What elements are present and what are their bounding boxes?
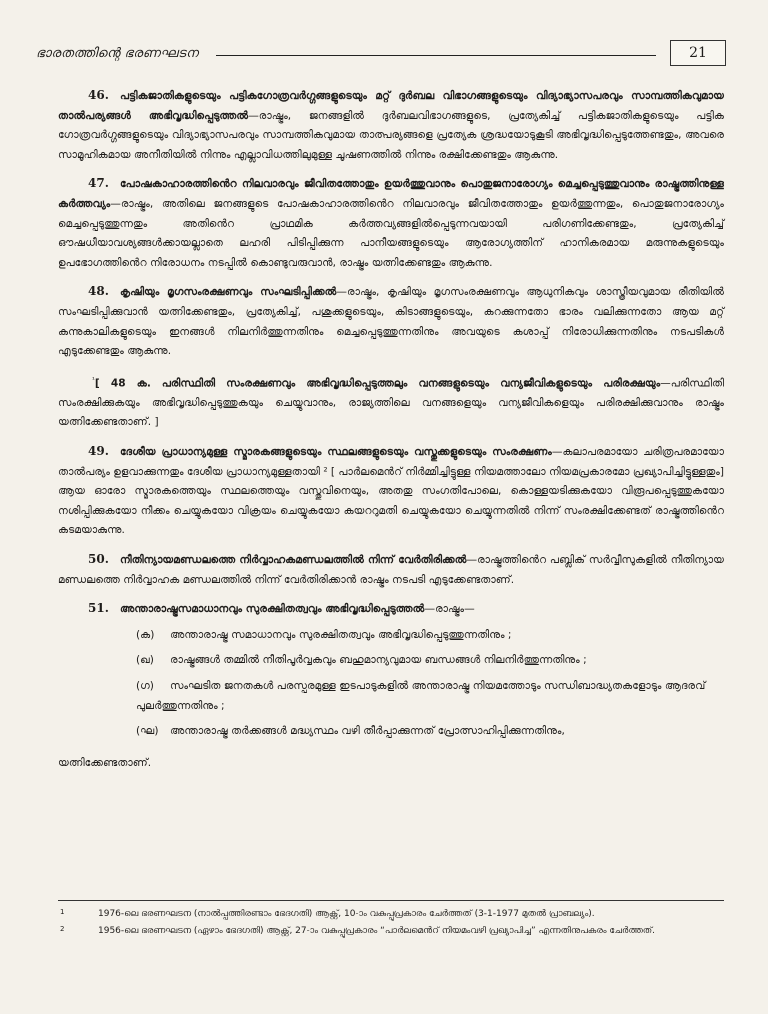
header-rule	[216, 55, 656, 56]
footnotes	[58, 900, 724, 940]
clause-tag: (ഖ)	[136, 654, 154, 667]
article-48a	[58, 371, 724, 433]
clause-text: സംഘടിത ജനതകൾ പരസ്പരമുള്ള ഇടപാടുകളിൽ അന്താരാഷ്ട്ര നിയമത്തോടും സന്ധിബാദ്ധ്യതകളോടും ആദരവ് പുലർത്തുന്നതിനും ;	[136, 679, 706, 712]
article-text: —പരിസ്ഥിതി സംരക്ഷിക്കുകയും അഭിവൃദ്ധിപ്പെടുത്തുകയും ചെയ്യുവാനും, രാജ്യത്തിലെ വനങ്ങളെയും വന്യജീവികളെയും പരിരക്ഷിക്കുവാനും രാഷ്ട്രം യത്നിക്കേണ്ടതാണ്. ]	[58, 377, 724, 429]
article-title: നീതിന്യായമണ്ഡലത്തെ നിർവ്വാഹകമണ്ഡലത്തിൽ നിന്ന് വേർതിരിക്കൽ	[120, 554, 467, 566]
article-50	[58, 550, 724, 590]
footnote-text: 1956-ലെ ഭരണഘടന (ഏഴാം ഭേദഗതി) ആക്റ്റ്, 27-ാം വകുപ്പുപ്രകാരം “പാർലമെൻറ് നിയമംവഴി പ്രഖ്യാപിച്ച” എന്നതിനുപകരം ചേർത്തത്.	[98, 925, 656, 936]
footnote	[58, 924, 724, 939]
article-title: ദേശീയ പ്രാധാന്യമുള്ള സ്മാരകങ്ങളുടെയും സ്ഥലങ്ങളുടെയും വസ്തുക്കളുടെയും സംരക്ഷണം	[120, 446, 552, 459]
article-number: 51.	[88, 601, 109, 616]
article-text: —രാഷ്ട്രം, ജനങ്ങളിൽ ദുർബലവിഭാഗങ്ങളുടെ, പ്രത്യേകിച്ച് പട്ടികജാതികളുടെയും പട്ടിക ഗോത്രവർഗ്ഗങ്ങളുടെയും വിദ്യാഭ്യാസപരവും സാമ്പത്തികവുമായ താത്പര്യങ്ങളെ പ്രത്യേക ശ്രദ്ധയോടുകൂടി അഭിവൃദ്ധിപ്പെടുത്തേണ്ടതും, അവരെ സാമൂഹികമായ അനീതിയിൽ നിന്നും എല്ലാവിധത്തിലുമുള്ള ചൂഷണത്തിൽ നിന്നും രക്ഷിക്കേണ്ടതും ആകുന്നു.	[58, 109, 724, 161]
article-number: 46.	[88, 88, 109, 102]
clause-text: അന്താരാഷ്ട്ര തർക്കങ്ങൾ മദ്ധ്യസ്ഥം വഴി തീർപ്പാക്കുന്നത് പ്രോത്സാഹിപ്പിക്കുന്നതിനും,	[170, 725, 565, 738]
footnote-marker: 2	[60, 924, 65, 933]
clause-ka	[58, 626, 724, 646]
footnote-text: 1976-ലെ ഭരണഘടന (നാൽപ്പത്തിരണ്ടാം ഭേദഗതി) ആക്റ്റ്, 10-ാം വകുപ്പുപ്രകാരം ചേർത്തത് (3-1-1977 മുതൽ പ്രാബല്യം).	[98, 909, 595, 919]
article-48	[58, 282, 724, 361]
article-title: അന്താരാഷ്ട്രസമാധാനവും സുരക്ഷിതത്വവും അഭിവൃദ്ധിപ്പെടുത്തൽ	[120, 603, 425, 616]
article-46	[58, 86, 724, 165]
article-number: [ 48 ക.	[94, 377, 151, 390]
article-number: 48.	[88, 284, 109, 299]
article-text: —രാഷ്ട്രം, അതിലെ ജനങ്ങളുടെ പോഷകാഹാരത്തിൻെറ നിലവാരവും ജീവിതത്തോതും ഉയർത്തുന്നതും, പൊതുജനാരോഗ്യം മെച്ചപ്പെടുത്തുന്നതും അതിൻെറ പ്രാഥമിക കർത്തവ്യങ്ങളിൽപ്പെടുന്നവയായി പരിഗണിക്കേണ്ടതും, പ്രത്യേകിച്ച് ഔഷധീയാവശ്യങ്ങൾക്കായല്ലാതെ ലഹരി പിടിപ്പിക്കുന്ന പാനീയങ്ങളുടെയും ആരോഗ്യത്തിന് ഹാനികരമായ മരുന്നുകളുടെയും ഉപഭോഗത്തിൻെറ നിരോധനം നടപ്പിൽ കൊണ്ടുവരുവാൻ, രാഷ്ട്രം യത്നിക്കേണ്ടതും ആകുന്നു.	[58, 197, 724, 269]
clause-text: അന്താരാഷ്ട്ര സമാധാനവും സുരക്ഷിതത്വവും അഭിവൃദ്ധിപ്പെടുത്തുന്നതിനും ;	[170, 628, 512, 641]
footnote-marker: 1	[60, 908, 65, 916]
article-49	[58, 442, 724, 541]
article-text: —രാഷ്ട്രം—	[424, 603, 475, 616]
article-title: പട്ടികജാതികളുടെയും പട്ടികഗോത്രവർഗ്ഗങ്ങളുടെയും മറ്റ് ദുർബല വിഭാഗങ്ങളുടെയും വിദ്യാഭ്യാസപരവും സാമ്പത്തികവുമായ താൽപര്യങ്ങൾ അഭിവൃദ്ധിപ്പെടുത്തൽ	[58, 90, 724, 122]
article-47	[58, 174, 724, 273]
page-number: 21	[670, 40, 726, 66]
body-text	[58, 86, 724, 773]
clause-kha	[58, 651, 724, 671]
article-text: —രാഷ്ട്രം, കൃഷിയും മൃഗസംരക്ഷണവും ആധുനികവും ശാസ്ത്രീയവുമായ രീതിയിൽ സംഘടിപ്പിക്കുവാൻ യത്നിക്കേണ്ടതും, പ്രത്യേകിച്ച്, പശുക്കളുടെയും, കിടാങ്ങളുടെയും, കറക്കുന്നതോ ഭാരം വലിക്കുന്നതോ ആയ മറ്റ് കന്നുകാലികളുടെയും ഇനങ്ങൾ നിലനിർത്തുന്നതിനും മെച്ചപ്പെടുത്തുന്നതിനും അവയുടെ കശാപ്പ് നിരോധിക്കുന്നതിനും നടപടികൾ എടുക്കേണ്ടതും ആകുന്നു.	[58, 286, 724, 358]
article-number: 49.	[88, 444, 109, 459]
closing-text: യത്നിക്കേണ്ടതാണ്.	[58, 756, 152, 769]
article-number: 50.	[88, 552, 109, 566]
footnote-ref: ¹	[92, 375, 95, 384]
clause-tag: (ഘ)	[136, 725, 159, 738]
article-title: കൃഷിയും മൃഗസംരക്ഷണവും സംഘടിപ്പിക്കൽ	[120, 286, 337, 299]
article-text: —കലാപരമായോ ചരിത്രപരമായോ താൽപര്യം ഉളവാക്കുന്നതും ദേശീയ പ്രാധാന്യമുള്ളതായി ² [ പാർലമെൻറ് നിർമ്മിച്ചിട്ടുള്ള നിയമത്താലോ നിയമപ്രകാരമോ പ്രഖ്യാപിച്ചിട്ടുള്ളതും] ആയ ഓരോ സ്മാരകത്തെയും സ്ഥലത്തെയും വസ്തുവിനെയും, അതതു സംഗതിപോലെ, കൊള്ളയടിക്കുകയോ വിരൂപപ്പെടുത്തുകയോ നശിപ്പിക്കുകയോ നീക്കം ചെയ്യുകയോ വിക്രയം ചെയ്യുകയോ കയററുമതി ചെയ്യുകയോ ചെയ്യുന്നതിൽ നിന്ന് സംരക്ഷിക്കേണ്ടത് രാഷ്ട്രത്തിൻെറ കടമയാകുന്നു.	[58, 446, 724, 537]
article-number: 47.	[88, 176, 109, 191]
clause-ga	[58, 677, 724, 716]
clause-tag: (ക)	[136, 628, 155, 641]
article-title: പോഷകാഹാരത്തിൻെറ നിലവാരവും ജീവിതത്തോതും ഉയർത്തുവാനും പൊതുജനാരോഗ്യം മെച്ചപ്പെടുത്തുവാനും രാഷ്ട്രത്തിനുള്ള കർത്തവ്യം	[58, 178, 724, 210]
article-51	[58, 599, 724, 620]
clause-gha	[58, 722, 724, 742]
article-text: —രാഷ്ട്രത്തിൻെറ പബ്ലിക് സർവ്വീസുകളിൽ നീതിന്യായ മണ്ഡലത്തെ നിർവ്വാഹക മണ്ഡലത്തിൽ നിന്ന് വേർതിരിക്കാൻ രാഷ്ട്രം നടപടി എടുക്കേണ്ടതാണ്.	[58, 554, 724, 586]
footnote	[58, 907, 724, 922]
running-title: ഭാരതത്തിന്റെ ഭരണഘടന	[36, 46, 199, 61]
running-header	[36, 44, 726, 70]
clause-text: രാഷ്ട്രങ്ങൾ തമ്മിൽ നീതിപൂർവ്വകവും ബഹുമാന്യവുമായ ബന്ധങ്ങൾ നിലനിർത്തുന്നതിനും ;	[170, 654, 587, 667]
clause-tag: (ഗ)	[136, 679, 154, 692]
article-title: പരിസ്ഥിതി സംരക്ഷണവും അഭിവൃദ്ധിപ്പെടുത്തലും വനങ്ങളുടെയും വന്യജീവികളുടെയും പരിരക്ഷയും	[161, 377, 661, 390]
